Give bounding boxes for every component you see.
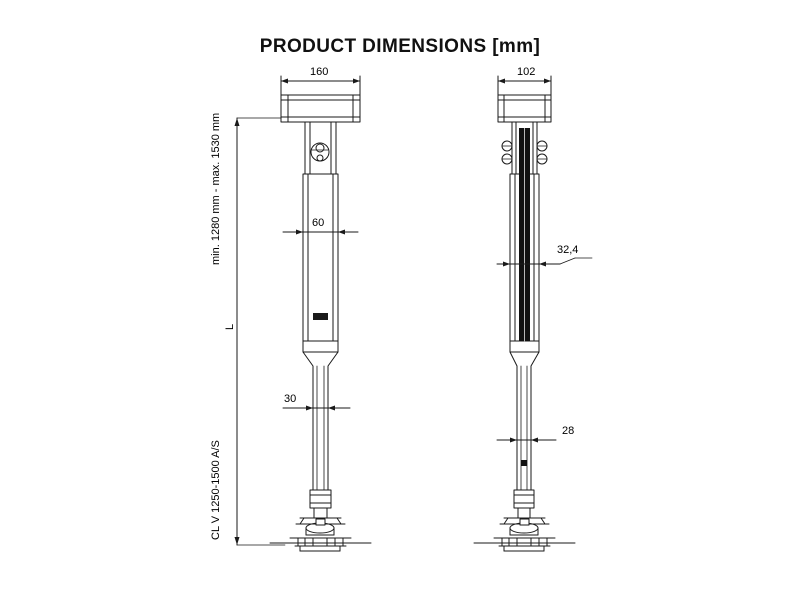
front-projector-mount (270, 518, 371, 551)
front-lower-joint (310, 490, 331, 518)
front-column-taper (303, 341, 338, 490)
dim-label-60: 60 (312, 217, 325, 229)
side-102-dimension-line (498, 79, 551, 84)
front-30-extension-lines (313, 392, 328, 414)
dim-label-30: 30 (284, 393, 297, 405)
side-102-extension-lines (498, 76, 551, 95)
front-30-dimension-line (283, 406, 350, 411)
side-column-taper (510, 341, 539, 490)
front-160-dimension-line (281, 79, 360, 84)
dim-label-102: 102 (517, 66, 536, 78)
dim-label-160: 160 (310, 66, 329, 78)
side-ceiling-plate (498, 95, 551, 122)
dim-label-length-range: min. 1280 mm - max. 1530 mm (210, 112, 222, 265)
model-label: CL V 1250-1500 A/S (210, 440, 222, 540)
side-lower-joint (514, 490, 534, 518)
dim-label-L: L (224, 323, 236, 330)
front-160-extension-lines (281, 76, 360, 95)
side-28-extension-lines (517, 424, 531, 446)
dim-label-32-4: 32,4 (557, 244, 579, 256)
page-title: PRODUCT DIMENSIONS [mm] (259, 36, 541, 57)
front-main-column (303, 174, 338, 341)
side-projector-mount (474, 518, 575, 551)
dim-label-28: 28 (562, 425, 575, 437)
side-28-dimension-line (497, 438, 556, 443)
front-ceiling-plate (281, 95, 360, 122)
front-upper-bracket (305, 122, 336, 174)
length-dimension-line (235, 118, 286, 545)
